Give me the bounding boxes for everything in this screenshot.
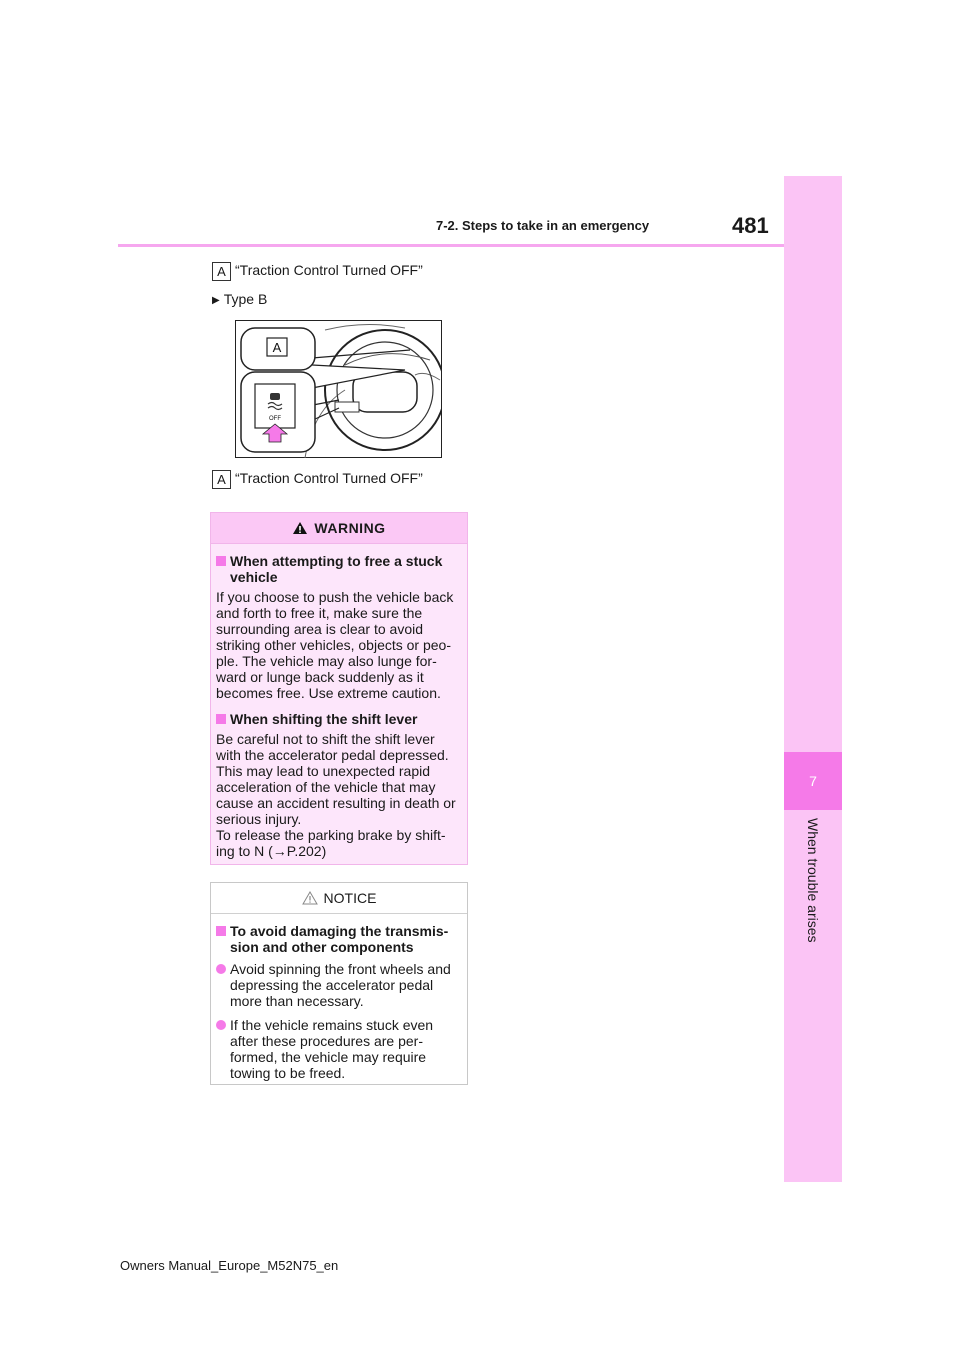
square-bullet-icon [216, 714, 226, 724]
square-bullet-icon [216, 556, 226, 566]
list-item: If the vehicle remains stuck even after these procedures are per-formed, the vehicle may require towing to be freed. [216, 1017, 462, 1081]
chapter-number: 7 [784, 752, 842, 810]
notice-title: NOTICE [323, 890, 377, 906]
warning-subheading: When attempting to free a stuck vehicle [216, 553, 462, 585]
notice-header [211, 883, 467, 914]
warning-header [211, 513, 467, 544]
side-tab [784, 176, 842, 1182]
callout-label: A [212, 470, 231, 489]
warning-subheading: When shifting the shift lever [216, 711, 462, 727]
callout-label: A [212, 262, 231, 281]
warning-box [210, 512, 468, 865]
caption-top [212, 262, 423, 281]
footer-text: Owners Manual_Europe_M52N75_en [120, 1258, 339, 1273]
warning-triangle-icon [292, 521, 308, 535]
round-bullet-icon [216, 1020, 226, 1030]
warning-paragraph: If you choose to push the vehicle back and forth to free it, make sure the surrounding area is clear to avoid striking other vehicles, objects or peo-ple. The vehicle may also lunge for-ward or lunge back suddenly as it becomes free. Use extreme caution. [216, 589, 454, 701]
steering-wheel-illustration [235, 320, 442, 458]
callout-label: A [272, 340, 282, 355]
caption-bottom [212, 470, 423, 489]
type-line [212, 291, 267, 307]
warning-title: WARNING [314, 520, 386, 536]
traction-car-icon [270, 393, 280, 400]
caution-triangle-icon [302, 891, 318, 905]
type-label: Type B [223, 291, 268, 307]
caption-text: “Traction Control Turned OFF” [235, 262, 423, 279]
square-bullet-icon [216, 926, 226, 936]
off-label: OFF [269, 416, 281, 422]
page-number: 481 [732, 213, 769, 238]
warning-paragraph: To release the parking brake by shift-ing to N (→P.202) [216, 827, 446, 859]
arrow-right-icon: ▶ [212, 295, 220, 306]
section-title: 7-2. Steps to take in an emergency [436, 218, 650, 233]
chapter-title: When trouble arises [805, 818, 821, 943]
notice-subheading: To avoid damaging the transmis-sion and other components [216, 923, 462, 955]
list-item: Avoid spinning the front wheels and depressing the accelerator pedal more than necessary. [216, 961, 462, 1009]
caption-text: “Traction Control Turned OFF” [235, 470, 423, 487]
header-divider [118, 244, 784, 247]
notice-box [210, 882, 468, 1085]
round-bullet-icon [216, 964, 226, 974]
warning-paragraph: Be careful not to shift the shift lever with the accelerator pedal depressed. This may lead to unexpected rapid acceleration of the vehicle that may cause an accident resulting in death or serious injury. [216, 731, 456, 827]
